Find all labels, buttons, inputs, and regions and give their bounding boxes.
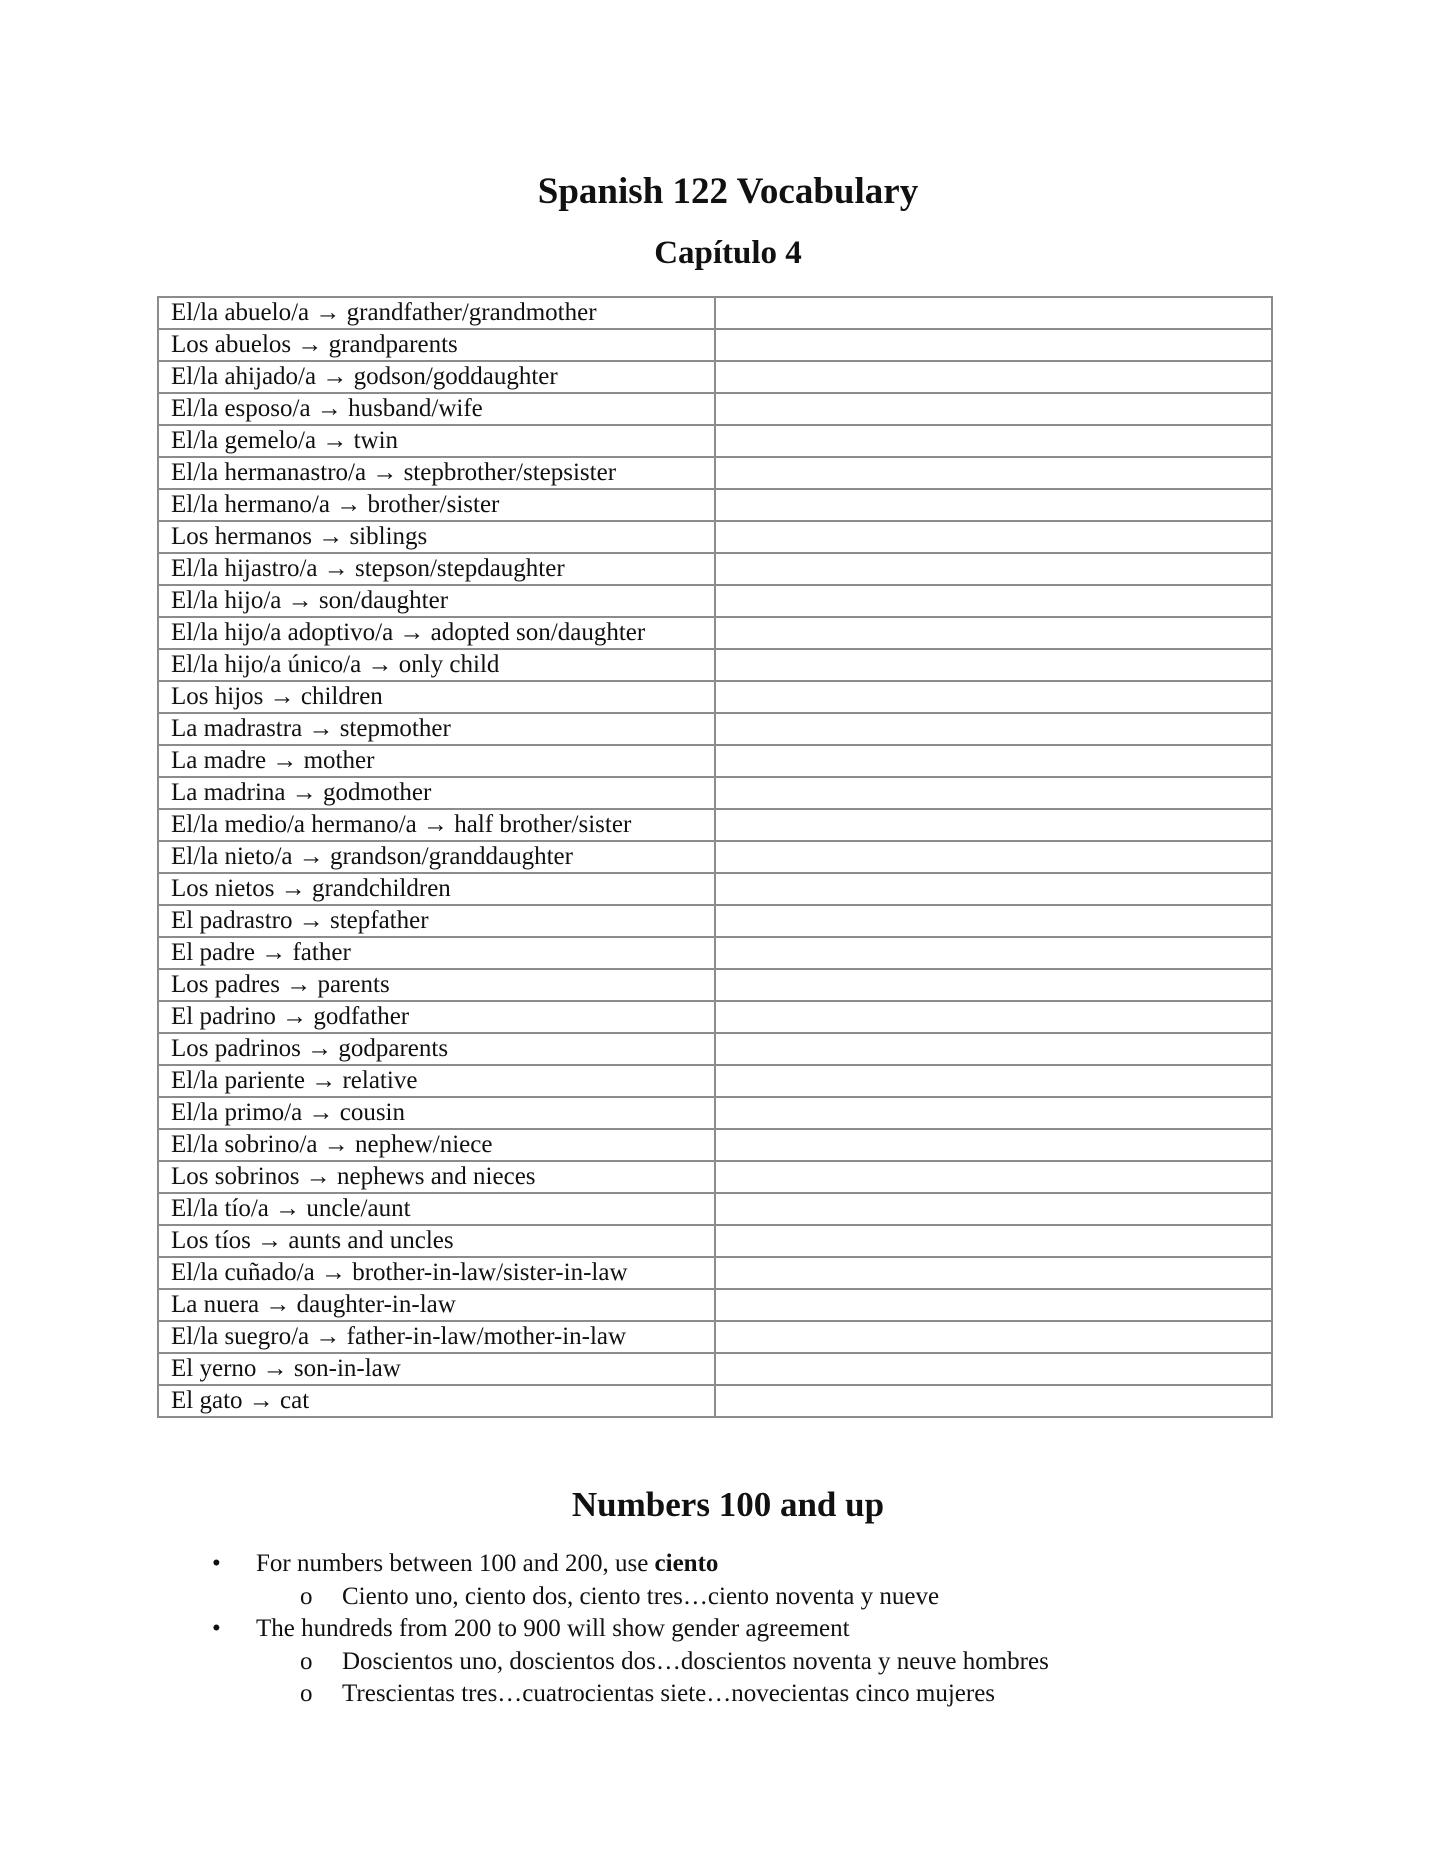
spanish-term: El/la abuelo/a xyxy=(171,299,310,326)
spanish-term: Los abuelos xyxy=(171,331,292,358)
english-translation: nephews and nieces xyxy=(336,1163,536,1190)
rule-sub-bullet xyxy=(0,1646,1456,1679)
spanish-term: El/la primo/a xyxy=(171,1099,303,1126)
english-translation: cousin xyxy=(339,1099,405,1126)
vocab-row xyxy=(158,489,1272,521)
spanish-term: El yerno xyxy=(171,1355,257,1382)
vocab-term-cell xyxy=(158,585,715,617)
arrow-icon: → xyxy=(316,395,342,422)
spanish-term: El/la medio/a hermano/a xyxy=(171,811,417,838)
vocab-blank-cell xyxy=(715,1033,1272,1065)
vocab-term-cell xyxy=(158,393,715,425)
arrow-icon: → xyxy=(307,1035,333,1062)
arrow-icon: → xyxy=(399,619,425,646)
vocab-blank-cell xyxy=(715,873,1272,905)
english-translation: mother xyxy=(303,747,375,774)
english-translation: children xyxy=(300,683,383,710)
vocab-row xyxy=(158,1321,1272,1353)
vocab-blank-cell xyxy=(715,1129,1272,1161)
english-translation: siblings xyxy=(349,523,428,550)
arrow-icon: → xyxy=(257,1227,283,1254)
spanish-term: El/la pariente xyxy=(171,1067,305,1094)
vocab-blank-cell xyxy=(715,297,1272,329)
english-translation: son/daughter xyxy=(318,587,449,614)
document-subtitle: Capítulo 4 xyxy=(654,235,802,271)
english-translation: parents xyxy=(317,971,390,998)
vocab-row xyxy=(158,969,1272,1001)
document-title: Spanish 122 Vocabulary xyxy=(537,171,919,212)
rule-sub-bullet xyxy=(0,1581,1456,1614)
sub-bullet-marker: o xyxy=(300,1582,313,1610)
vocab-blank-cell xyxy=(715,393,1272,425)
spanish-term: El/la hijastro/a xyxy=(171,555,318,582)
vocab-row xyxy=(158,1385,1272,1417)
spanish-term: Los tíos xyxy=(171,1227,251,1254)
arrow-icon: → xyxy=(323,1131,349,1158)
vocab-blank-cell xyxy=(715,1289,1272,1321)
english-translation: brother-in-law/sister-in-law xyxy=(352,1259,628,1286)
vocab-blank-cell xyxy=(715,809,1272,841)
spanish-term: El gato xyxy=(171,1387,243,1414)
vocab-blank-cell xyxy=(715,649,1272,681)
vocab-row xyxy=(158,329,1272,361)
vocab-blank-cell xyxy=(715,329,1272,361)
arrow-icon: → xyxy=(372,459,398,486)
english-translation: grandfather/grandmother xyxy=(346,299,597,326)
arrow-icon: → xyxy=(322,363,348,390)
vocab-blank-cell xyxy=(715,777,1272,809)
vocab-term-cell xyxy=(158,777,715,809)
arrow-icon: → xyxy=(298,907,324,934)
spanish-term: Los padrinos xyxy=(171,1035,301,1062)
vocab-term-cell xyxy=(158,553,715,585)
vocab-term-cell xyxy=(158,1129,715,1161)
rule-text-bold: ciento xyxy=(654,1550,719,1577)
vocab-term-cell xyxy=(158,1033,715,1065)
english-translation: grandparents xyxy=(328,331,458,358)
arrow-icon: → xyxy=(315,299,341,326)
english-translation: husband/wife xyxy=(348,395,483,422)
spanish-term: El padre xyxy=(171,939,255,966)
bullet-marker: • xyxy=(212,1550,221,1577)
english-translation: adopted son/daughter xyxy=(430,619,646,646)
rule-example: Doscientos uno, doscientos dos…doscientos noventa y neuve hombres xyxy=(342,1647,1049,1675)
arrow-icon: → xyxy=(308,1099,334,1126)
vocab-blank-cell xyxy=(715,361,1272,393)
vocab-term-cell xyxy=(158,873,715,905)
vocab-row xyxy=(158,809,1272,841)
vocab-row xyxy=(158,1193,1272,1225)
vocab-row xyxy=(158,1161,1272,1193)
english-translation: grandchildren xyxy=(311,875,451,902)
sub-bullet-marker: o xyxy=(300,1680,313,1707)
english-translation: daughter-in-law xyxy=(296,1291,456,1318)
spanish-term: El/la tío/a xyxy=(171,1195,269,1222)
vocab-term-cell xyxy=(158,1225,715,1257)
arrow-icon: → xyxy=(262,1355,288,1382)
vocab-row xyxy=(158,1097,1272,1129)
english-translation: godparents xyxy=(338,1035,449,1062)
arrow-icon: → xyxy=(265,1291,291,1318)
vocab-blank-cell xyxy=(715,1225,1272,1257)
vocab-row xyxy=(158,681,1272,713)
vocab-term-cell xyxy=(158,809,715,841)
rule-example: Ciento uno, ciento dos, ciento tres…ciento noventa y nueve xyxy=(342,1582,940,1610)
vocab-blank-cell xyxy=(715,1321,1272,1353)
vocab-term-cell xyxy=(158,841,715,873)
spanish-term: Los nietos xyxy=(171,875,275,902)
english-translation: son-in-law xyxy=(293,1355,401,1382)
english-translation: godson/goddaughter xyxy=(353,363,558,390)
vocab-term-cell xyxy=(158,1097,715,1129)
vocab-term-cell xyxy=(158,969,715,1001)
vocab-term-cell xyxy=(158,617,715,649)
sub-bullet-marker: o xyxy=(300,1647,313,1675)
numbers-rules-list xyxy=(0,1548,1456,1711)
arrow-icon: → xyxy=(320,1259,346,1286)
vocab-term-cell xyxy=(158,1353,715,1385)
arrow-icon: → xyxy=(286,971,312,998)
rule-text-plain: For numbers between 100 and 200, use xyxy=(256,1550,655,1577)
vocab-row xyxy=(158,1001,1272,1033)
spanish-term: El/la hermanastro/a xyxy=(171,459,367,486)
vocab-row xyxy=(158,425,1272,457)
rule-bullet xyxy=(0,1548,1456,1581)
english-translation: father xyxy=(292,939,351,966)
spanish-term: La madrina xyxy=(171,779,286,806)
english-translation: stepbrother/stepsister xyxy=(403,459,617,486)
english-translation: aunts and uncles xyxy=(288,1227,454,1254)
arrow-icon: → xyxy=(298,843,324,870)
english-translation: father-in-law/mother-in-law xyxy=(346,1323,627,1350)
vocab-term-cell xyxy=(158,1257,715,1289)
english-translation: stepfather xyxy=(329,907,429,934)
vocab-term-cell xyxy=(158,1193,715,1225)
vocab-row xyxy=(158,905,1272,937)
spanish-term: El/la cuñado/a xyxy=(171,1259,315,1286)
vocabulary-table xyxy=(157,296,1273,1418)
vocab-blank-cell xyxy=(715,521,1272,553)
vocab-term-cell xyxy=(158,905,715,937)
vocab-row xyxy=(158,745,1272,777)
arrow-icon: → xyxy=(261,939,287,966)
vocab-row xyxy=(158,393,1272,425)
vocab-blank-cell xyxy=(715,905,1272,937)
arrow-icon: → xyxy=(248,1387,274,1414)
arrow-icon: → xyxy=(323,555,349,582)
rule-example: Trescientas tres…cuatrocientas siete…novecientas cinco mujeres xyxy=(342,1680,996,1707)
vocab-blank-cell xyxy=(715,937,1272,969)
vocab-term-cell xyxy=(158,1161,715,1193)
vocab-row xyxy=(158,713,1272,745)
vocab-blank-cell xyxy=(715,681,1272,713)
vocab-row xyxy=(158,1225,1272,1257)
arrow-icon: → xyxy=(308,715,334,742)
arrow-icon: → xyxy=(318,523,344,550)
arrow-icon: → xyxy=(311,1067,337,1094)
vocab-term-cell xyxy=(158,681,715,713)
vocab-term-cell xyxy=(158,361,715,393)
vocab-blank-cell xyxy=(715,713,1272,745)
arrow-icon: → xyxy=(322,427,348,454)
vocab-row xyxy=(158,649,1272,681)
vocab-blank-cell xyxy=(715,1161,1272,1193)
vocab-blank-cell xyxy=(715,1385,1272,1417)
english-translation: godmother xyxy=(323,779,432,806)
english-translation: cat xyxy=(280,1387,310,1414)
english-translation: nephew/niece xyxy=(355,1131,493,1158)
vocab-blank-cell xyxy=(715,617,1272,649)
vocab-blank-cell xyxy=(715,1353,1272,1385)
vocab-term-cell xyxy=(158,745,715,777)
spanish-term: El/la nieto/a xyxy=(171,843,293,870)
vocab-row xyxy=(158,521,1272,553)
vocab-blank-cell xyxy=(715,489,1272,521)
numbers-section-title: Numbers 100 and up xyxy=(571,1485,885,1524)
vocab-row xyxy=(158,1289,1272,1321)
rule-text: The hundreds from 200 to 900 will show gender agreement xyxy=(256,1615,850,1642)
arrow-icon: → xyxy=(269,683,295,710)
arrow-icon: → xyxy=(423,811,448,838)
vocab-row xyxy=(158,1129,1272,1161)
vocab-row xyxy=(158,1353,1272,1385)
vocab-blank-cell xyxy=(715,1065,1272,1097)
english-translation: stepson/stepdaughter xyxy=(354,555,565,582)
english-translation: brother/sister xyxy=(367,491,500,518)
spanish-term: El/la hijo/a adoptivo/a xyxy=(171,619,394,646)
arrow-icon: → xyxy=(297,331,323,358)
vocab-row xyxy=(158,1065,1272,1097)
vocab-term-cell xyxy=(158,297,715,329)
vocab-row xyxy=(158,585,1272,617)
rule-sub-bullet xyxy=(0,1678,1456,1711)
spanish-term: Los hijos xyxy=(171,683,264,710)
vocab-row xyxy=(158,361,1272,393)
vocabulary-table-body xyxy=(158,297,1272,1417)
english-translation: godfather xyxy=(313,1003,410,1030)
vocab-row xyxy=(158,873,1272,905)
vocab-blank-cell xyxy=(715,425,1272,457)
english-translation: relative xyxy=(342,1067,418,1094)
arrow-icon: → xyxy=(280,875,306,902)
vocab-term-cell xyxy=(158,713,715,745)
spanish-term: El/la hermano/a xyxy=(171,491,330,518)
vocab-row xyxy=(158,777,1272,809)
vocab-term-cell xyxy=(158,425,715,457)
rule-text xyxy=(256,1548,718,1580)
vocab-blank-cell xyxy=(715,745,1272,777)
vocab-term-cell xyxy=(158,489,715,521)
spanish-term: La madrastra xyxy=(171,715,303,742)
english-translation: stepmother xyxy=(339,715,451,742)
vocab-row xyxy=(158,457,1272,489)
vocab-term-cell xyxy=(158,1321,715,1353)
spanish-term: El/la esposo/a xyxy=(171,395,311,422)
english-translation: twin xyxy=(353,427,399,454)
spanish-term: La madre xyxy=(171,747,267,774)
arrow-icon: → xyxy=(336,491,362,518)
spanish-term: El padrastro xyxy=(171,907,293,934)
vocab-term-cell xyxy=(158,1385,715,1417)
vocab-row xyxy=(158,1257,1272,1289)
vocab-row xyxy=(158,297,1272,329)
vocab-term-cell xyxy=(158,457,715,489)
vocab-row xyxy=(158,617,1272,649)
vocab-term-cell xyxy=(158,1065,715,1097)
spanish-term: El/la gemelo/a xyxy=(171,427,317,454)
vocab-blank-cell xyxy=(715,585,1272,617)
vocab-row xyxy=(158,1033,1272,1065)
vocab-row xyxy=(158,937,1272,969)
english-translation: uncle/aunt xyxy=(306,1195,411,1222)
english-translation: half brother/sister xyxy=(454,811,632,838)
arrow-icon: → xyxy=(367,651,393,678)
spanish-term: La nuera xyxy=(171,1291,260,1318)
rule-bullet xyxy=(0,1613,1456,1646)
arrow-icon: → xyxy=(291,779,317,806)
arrow-icon: → xyxy=(275,1195,301,1222)
vocab-blank-cell xyxy=(715,841,1272,873)
spanish-term: El/la sobrino/a xyxy=(171,1131,318,1158)
arrow-icon: → xyxy=(315,1323,341,1350)
vocab-blank-cell xyxy=(715,1097,1272,1129)
spanish-term: Los sobrinos xyxy=(171,1163,300,1190)
spanish-term: Los hermanos xyxy=(171,523,312,550)
vocab-row xyxy=(158,841,1272,873)
vocab-blank-cell xyxy=(715,1193,1272,1225)
spanish-term: El/la ahijado/a xyxy=(171,363,317,390)
spanish-term: El/la suegro/a xyxy=(171,1323,310,1350)
vocab-blank-cell xyxy=(715,1001,1272,1033)
arrow-icon: → xyxy=(282,1003,308,1030)
arrow-icon: → xyxy=(305,1163,331,1190)
spanish-term: El/la hijo/a único/a xyxy=(171,651,362,678)
english-translation: grandson/granddaughter xyxy=(329,843,573,870)
spanish-term: Los padres xyxy=(171,971,280,998)
vocab-blank-cell xyxy=(715,457,1272,489)
vocab-blank-cell xyxy=(715,553,1272,585)
vocab-blank-cell xyxy=(715,969,1272,1001)
vocab-row xyxy=(158,553,1272,585)
vocab-term-cell xyxy=(158,329,715,361)
vocab-term-cell xyxy=(158,1289,715,1321)
vocab-term-cell xyxy=(158,649,715,681)
spanish-term: El padrino xyxy=(171,1003,276,1030)
vocab-term-cell xyxy=(158,521,715,553)
vocab-term-cell xyxy=(158,1001,715,1033)
vocab-term-cell xyxy=(158,937,715,969)
english-translation: only child xyxy=(398,651,500,678)
spanish-term: El/la hijo/a xyxy=(171,587,282,614)
arrow-icon: → xyxy=(272,747,298,774)
bullet-marker: • xyxy=(212,1615,221,1642)
arrow-icon: → xyxy=(287,587,313,614)
vocab-blank-cell xyxy=(715,1257,1272,1289)
